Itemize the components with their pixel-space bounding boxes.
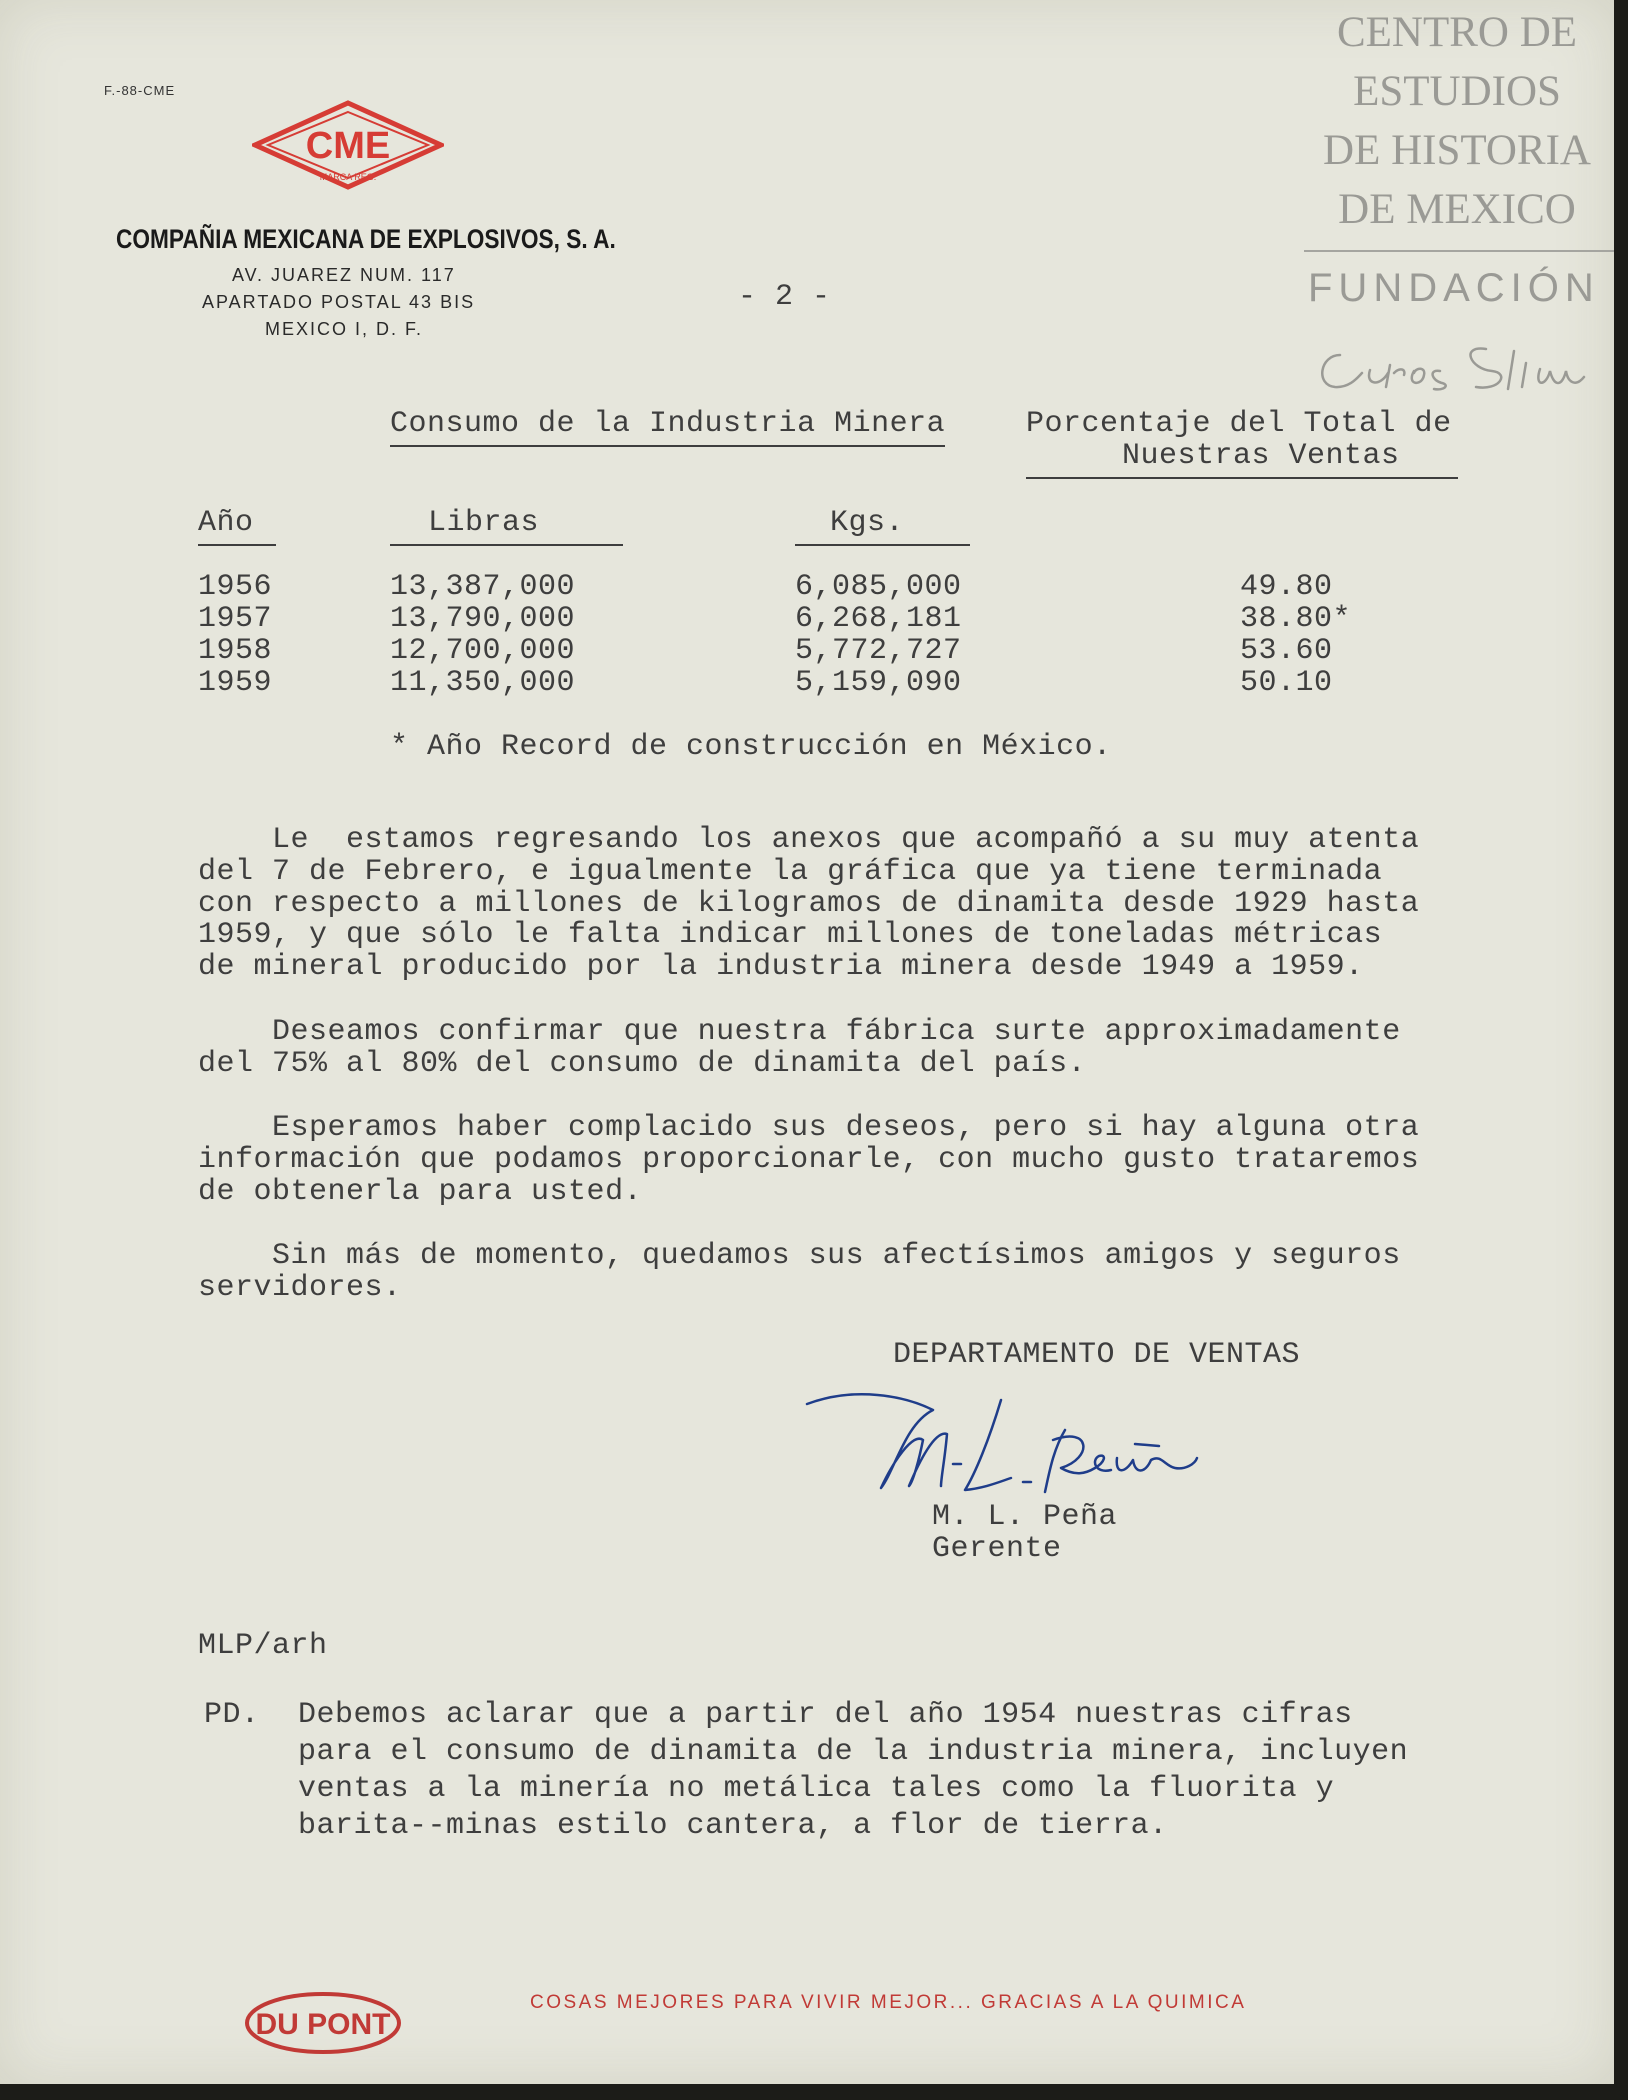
reference-initials: MLP/arh [198, 1629, 328, 1663]
archive-stamp-line: CENTRO DE [1336, 9, 1578, 56]
body-paragraph-line: del 7 de Febrero, e igualmente la gráfica que ya tiene terminada [198, 855, 1383, 889]
body-paragraph-line: Sin más de momento, quedamos sus afectísimos amigos y seguros [198, 1239, 1401, 1273]
table-heading-porcentaje: Porcentaje del Total de [1026, 407, 1452, 441]
table-cell-kgs: 6,268,181 [795, 602, 962, 636]
postscript-label: PD. [204, 1698, 260, 1732]
table-cell-year: 1957 [198, 602, 273, 636]
footer-slogan: COSAS MEJORES PARA VIVIR MEJOR... GRACIAS A LA QUIMICA [530, 1992, 1247, 2013]
page-number: - 2 - [738, 280, 831, 314]
body-paragraph-line: servidores. [198, 1271, 402, 1305]
body-paragraph-line: con respecto a millones de kilogramos de dinamita desde 1929 hasta [198, 887, 1420, 921]
table-cell-libras: 12,700,000 [390, 634, 576, 668]
table-cell-pct: 50.10 [1240, 666, 1333, 700]
postscript-line: para el consumo de dinamita de la industria minera, incluyen [298, 1735, 1409, 1769]
column-header-libras: Libras [390, 506, 623, 546]
signer-name: M. L. Peña [932, 1500, 1118, 1534]
department-label: DEPARTAMENTO DE VENTAS [893, 1338, 1301, 1372]
archive-stamp-line: ESTUDIOS [1353, 68, 1561, 115]
archive-stamp-line: DE MEXICO [1338, 186, 1576, 233]
body-paragraph-line: de mineral producido por la industria minera desde 1949 a 1959. [198, 950, 1364, 984]
table-cell-pct: 53.60 [1240, 634, 1333, 668]
archive-stamp-line: DE HISTORIA [1323, 127, 1591, 174]
cme-logo-subtext: MARCA REG. [319, 172, 377, 182]
signer-title: Gerente [932, 1532, 1062, 1566]
body-paragraph-line: 1959, y que sólo le falta indicar millones de toneladas métricas [198, 918, 1383, 952]
table-cell-kgs: 5,159,090 [795, 666, 962, 700]
archive-stamp-divider [1304, 250, 1614, 252]
body-paragraph-line: Esperamos haber complacido sus deseos, pero si hay alguna otra [198, 1111, 1420, 1145]
archive-stamp [1300, 0, 1614, 420]
cme-logo-text: CME [305, 125, 391, 167]
body-paragraph-line: del 75% al 80% del consumo de dinamita del país. [198, 1047, 1087, 1081]
table-footnote: * Año Record de construcción en México. [390, 730, 1112, 764]
table-heading-consumo: Consumo de la Industria Minera [390, 407, 945, 447]
form-code: F.-88-CME [104, 83, 176, 98]
foundation-label: FUNDACIÓN [1308, 266, 1600, 310]
signature-icon [795, 1370, 1295, 1510]
foundation-signature-icon [1310, 325, 1610, 405]
table-cell-kgs: 5,772,727 [795, 634, 962, 668]
table-cell-libras: 13,387,000 [390, 570, 576, 604]
table-cell-libras: 13,790,000 [390, 602, 576, 636]
table-cell-year: 1958 [198, 634, 273, 668]
body-paragraph-line: de obtenerla para usted. [198, 1175, 643, 1209]
body-paragraph-line: información que podamos proporcionarle, con mucho gusto trataremos [198, 1143, 1420, 1177]
table-cell-pct: 38.80* [1240, 602, 1352, 636]
address-line: APARTADO POSTAL 43 BIS [202, 292, 476, 312]
company-name: COMPAÑIA MEXICANA DE EXPLOSIVOS, S. A. [116, 224, 616, 254]
body-paragraph-line: Deseamos confirmar que nuestra fábrica surte approximadamente [198, 1015, 1401, 1049]
body-paragraph-line: Le estamos regresando los anexos que acompañó a su muy atenta [198, 823, 1420, 857]
table-cell-year: 1959 [198, 666, 273, 700]
address-line: AV. JUAREZ NUM. 117 [232, 265, 456, 285]
column-header-kgs: Kgs. [795, 506, 970, 546]
table-cell-year: 1956 [198, 570, 273, 604]
cme-logo [252, 100, 444, 190]
table-cell-pct: 49.80 [1240, 570, 1333, 604]
column-header-year: Año [198, 506, 276, 546]
table-cell-libras: 11,350,000 [390, 666, 576, 700]
dupont-logo [242, 1990, 404, 2060]
postscript-line: Debemos aclarar que a partir del año 1954 nuestras cifras [298, 1698, 1353, 1732]
postscript-line: barita--minas estilo cantera, a flor de tierra. [298, 1809, 1168, 1843]
dupont-logo-text: DU PONT [255, 2008, 391, 2041]
table-cell-kgs: 6,085,000 [795, 570, 962, 604]
address-line: MEXICO I, D. F. [265, 319, 424, 339]
table-heading-porcentaje-line2: Nuestras Ventas [1026, 439, 1458, 479]
postscript-line: ventas a la minería no metálica tales como la fluorita y [298, 1772, 1335, 1806]
